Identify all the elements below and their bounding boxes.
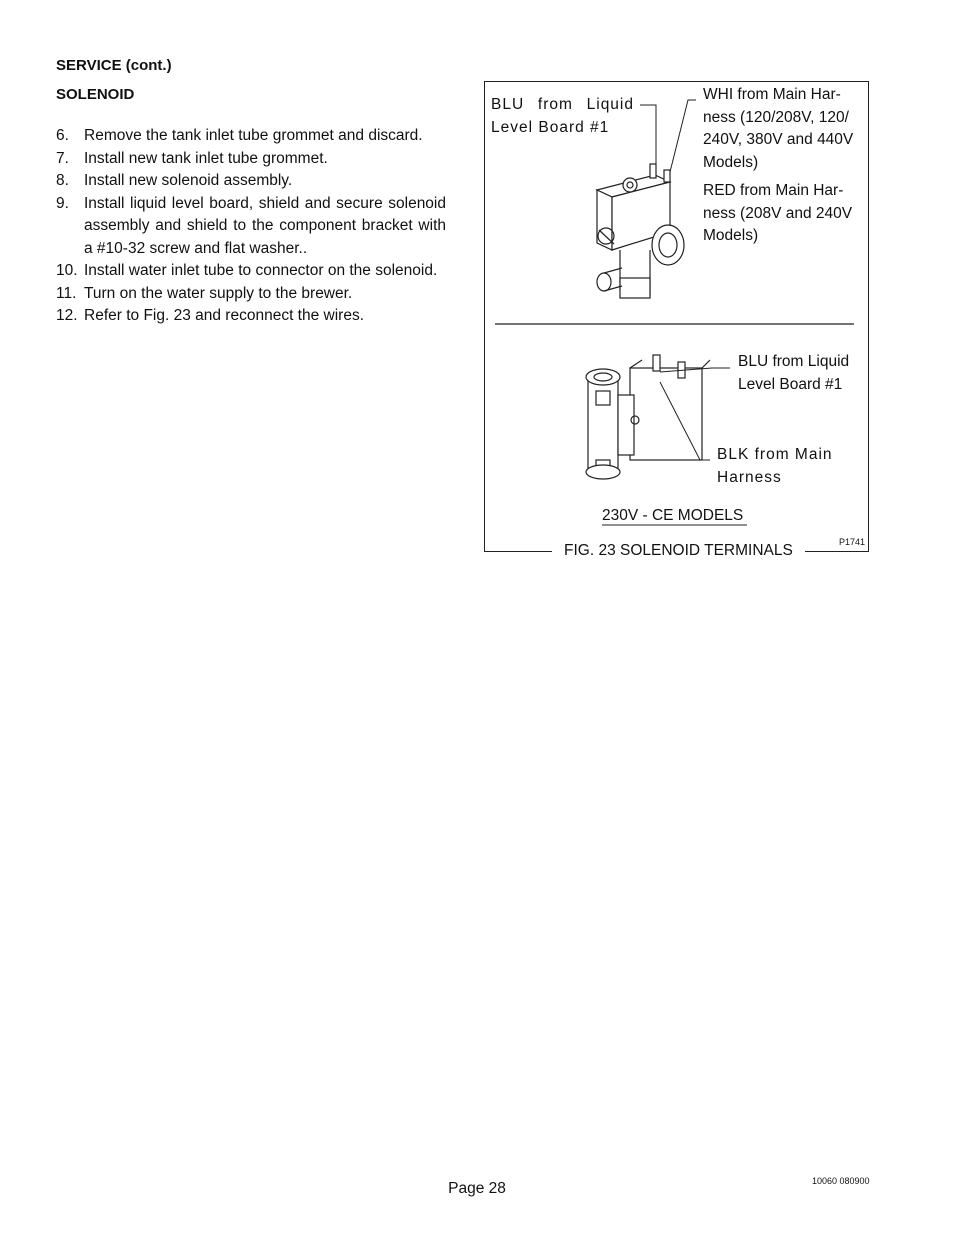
step-text: Install liquid level board, shield and secure solenoid assembly and shield to the component bracket with a #10-32 screw and flat washer.. (84, 194, 446, 257)
part-code: P1741 (839, 537, 866, 547)
step-text: Remove the tank inlet tube grommet and discard. (84, 127, 423, 144)
step-number: 9. (56, 194, 69, 212)
figure-caption: FIG. 23 SOLENOID TERMINALS (552, 542, 805, 560)
step-text: Refer to Fig. 23 and reconnect the wires. (84, 307, 365, 324)
label-whi-main-harness: WHI from Main Harness (120/208V, 120/ 240V, 380V and 440V Models) (703, 86, 854, 171)
label-red-main-harness: RED from Main Harness (208V and 240V Models) (703, 182, 853, 244)
label-blk-main-harness: BLK from Main Harness (717, 446, 833, 486)
subsection-heading: SOLENOID (56, 86, 135, 103)
label-blu-liquid-level: BLU from Liquid Level Board #1 (491, 96, 634, 136)
page-number: Page 28 (448, 1180, 506, 1197)
label-ce-models: 230V - CE MODELS (602, 507, 744, 524)
leader-line (670, 100, 696, 172)
document-code: 10060 080900 (812, 1176, 870, 1186)
solenoid-top-drawing (597, 164, 684, 298)
leader-line (640, 105, 656, 168)
step-number: 10. (56, 262, 78, 279)
step-number: 11. (56, 284, 77, 302)
step-text: Install new solenoid assembly. (84, 172, 293, 189)
step-text: Install new tank inlet tube grommet. (84, 149, 328, 167)
step-number: 6. (56, 127, 69, 144)
solenoid-ce-drawing (586, 355, 710, 479)
step-text: Turn on the water supply to the brewer. (84, 284, 353, 302)
step-number: 12. (56, 307, 78, 324)
step-text: Install water inlet tube to connector on the solenoid. (84, 262, 438, 279)
section-heading: SERVICE (cont.) (56, 57, 172, 74)
step-number: 8. (56, 172, 69, 189)
label-blu-liquid-level-ce: BLU from Liquid Level Board #1 (738, 353, 850, 393)
step-number: 7. (56, 149, 69, 167)
